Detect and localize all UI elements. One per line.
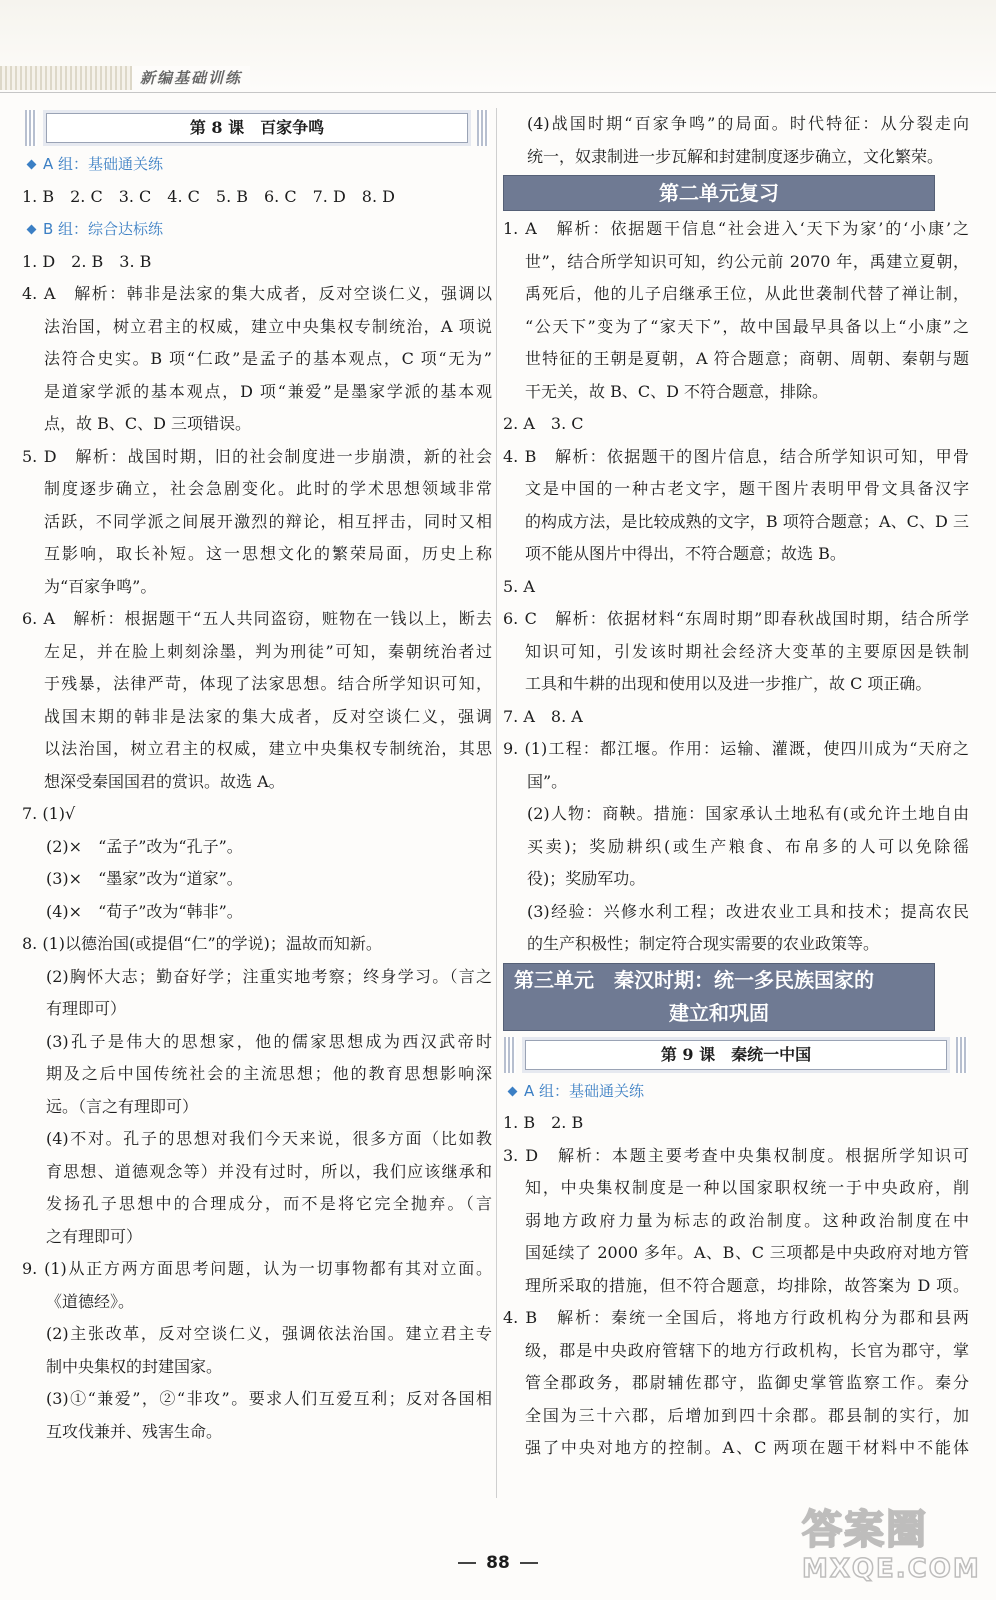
answer-q4 bbox=[22, 278, 492, 441]
group-a-label: A 组：基础通关练 bbox=[22, 148, 492, 181]
site-watermark bbox=[796, 1498, 981, 1594]
answer-line: 以法治国，树立君主的权威，建立中央集权专制统治，其思 bbox=[44, 739, 492, 758]
answer-line: 4. B 解析：依据题干的图片信息，结合所学知识可知，甲骨 bbox=[503, 446, 969, 466]
answer-line: “公天下”变为了“家天下”，故中国最早具备以上“小康”之 bbox=[525, 316, 969, 336]
answer-line: 1. B 2. B bbox=[503, 1113, 584, 1132]
answer-line: 7. (1)√ bbox=[22, 804, 76, 823]
answer-u2-q6 bbox=[503, 603, 969, 701]
running-header bbox=[0, 62, 996, 98]
answer-line: 役)；奖励军功。 bbox=[527, 869, 646, 888]
dash-right bbox=[520, 1562, 538, 1564]
answer-q5 bbox=[22, 441, 492, 604]
watermark-logo-text: 答案圈 bbox=[802, 1507, 928, 1553]
column-divider bbox=[496, 108, 497, 1498]
answer-line: 统一，奴隶制进一步瓦解和封建制度逐步确立，文化繁荣。 bbox=[527, 146, 944, 166]
answer-line: 国延续了 2000 多年。A、B、C 三项都是中央政府对地方管 bbox=[525, 1243, 969, 1262]
answer-line: 7. A 8. A bbox=[503, 706, 583, 726]
answer-line: 级，郡是中央政府管辖下的地方行政机构，长官为郡守，掌 bbox=[525, 1340, 969, 1360]
answer-q8 bbox=[22, 928, 492, 1253]
unit-3-heading bbox=[503, 963, 935, 1031]
answer-line: 5. D 解析：战国时期，旧的社会制度进一步崩溃，新的社会 bbox=[22, 446, 492, 466]
answer-u2-q1 bbox=[503, 213, 969, 408]
answer-line: 理所采取的措施，但不符合题意，均排除，故答案为 D 项。 bbox=[525, 1275, 969, 1295]
answer-line: 法治国，树立君主的权威，建立中央集权专制统治，A 项说 bbox=[44, 316, 492, 336]
answer-line: 法符合史实。B 项“仁政”是孟子的基本观点，C 项“无为” bbox=[44, 349, 492, 368]
answer-line: 9. (1)工程：都江堰。作用：运输、灌溉，使四川成为“天府之 bbox=[503, 739, 969, 758]
answer-line: (4)不对。孔子的思想对我们今天来说，很多方面（比如教 bbox=[46, 1129, 492, 1148]
answer-l9-q4 bbox=[503, 1302, 969, 1465]
answer-line: 6. A 解析：根据题干“五人共同盗窃，赃物在一钱以上，断去 bbox=[22, 609, 492, 628]
answer-q9 bbox=[22, 1253, 492, 1448]
answer-line: 是道家学派的基本观点，D 项“兼爱”是墨家学派的基本观 bbox=[44, 381, 492, 401]
unit-2-review-heading: 第二单元复习 bbox=[503, 175, 935, 211]
answer-line: 1. A 解析：依据题干信息“社会进入‘天下为家’的‘小康’之 bbox=[503, 219, 969, 238]
answer-line: (2)人物：商鞅。措施：国家承认土地私有(或允许土地自由 bbox=[527, 804, 969, 823]
dash-left bbox=[458, 1562, 476, 1564]
answer-u2-q9 bbox=[503, 733, 969, 961]
answer-line: 1. D 2. B 3. B bbox=[22, 251, 152, 271]
diamond-icon bbox=[27, 160, 37, 170]
answer-line: 发扬孔子思想中的合理成分，而不是将它完全抛弃。（言 bbox=[46, 1194, 492, 1213]
lesson-title: 第 8 课 百家争鸣 bbox=[46, 113, 468, 143]
answer-line: 期及之后中国传统社会的主流思想；他的教育思想影响深 bbox=[46, 1064, 492, 1083]
answer-line: (3)孔子是伟大的思想家，他的儒家思想成为西汉武帝时 bbox=[46, 1031, 492, 1051]
answer-line: 干无关，故 B、C、D 不符合题意，排除。 bbox=[525, 381, 829, 401]
answer-line: 之有理即可） bbox=[46, 1226, 143, 1246]
answer-line: 想深受秦国国君的赏识。故选 A。 bbox=[44, 771, 285, 791]
answer-line: 战国末期的韩非是法家的集大成者，反对空谈仁义，强调 bbox=[44, 706, 492, 726]
answer-line: 有理即可） bbox=[46, 999, 127, 1018]
answer-line: 9. (1)从正方两方面思考问题，认为一切事物都有其对立面。 bbox=[22, 1259, 492, 1278]
answer-line: 制中央集权的封建国家。 bbox=[46, 1356, 223, 1376]
answer-line: 禹死后，他的儿子启继承王位，从此世袭制代替了禅让制， bbox=[525, 284, 969, 303]
answer-line: 于残暴，法律严苛，体现了法家思想。结合所学知识可知， bbox=[44, 674, 492, 693]
diamond-icon bbox=[508, 1086, 518, 1096]
page-number: 88 bbox=[420, 1550, 576, 1576]
answer-line: 买卖)；奖励耕织(或生产粮食、布帛多的人可以免除徭 bbox=[527, 836, 969, 856]
answer-line: 5. A bbox=[503, 576, 535, 596]
answer-line: 知，中央集权制度是一种以国家职权统一于中央政府，削 bbox=[525, 1178, 969, 1197]
answer-line: 弱地方政府力量为标志的政治制度。这种政治制度在中 bbox=[525, 1210, 969, 1230]
answer-line: 活跃，不同学派之间展开激烈的辩论，相互抨击，同时又相 bbox=[44, 511, 492, 531]
answer-l9-q3 bbox=[503, 1140, 969, 1303]
answer-line: (2)× “孟子”改为“孔子”。 bbox=[46, 836, 243, 856]
answer-line: 世”，结合所学知识可知，约公元前 2070 年，禹建立夏朝， bbox=[525, 251, 969, 271]
answer-line: 的生产积极性；制定符合现实需要的农业政策等。 bbox=[527, 934, 880, 953]
answer-line: 2. A 3. C bbox=[503, 414, 584, 433]
answer-line: 互影响，取长补短。这一思想文化的繁荣局面，历史上称 bbox=[44, 544, 492, 563]
answer-line: (3)经验：兴修水利工程；改进农业工具和技术；提高农民 bbox=[527, 901, 969, 921]
answer-u2-q4 bbox=[503, 441, 969, 571]
answer-line: 远。（言之有理即可） bbox=[46, 1096, 199, 1116]
answer-line: 知识可知，引发该时期社会经济大变革的主要原因是铁制 bbox=[525, 641, 969, 661]
answer-line: 项不能从图片中得出，不符合题意；故选 B。 bbox=[525, 544, 846, 563]
answer-line: 文是中国的一种古老文字，题干图片表明甲骨文具备汉字 bbox=[525, 479, 969, 498]
lesson-title: 第 9 课 秦统一中国 bbox=[525, 1040, 947, 1070]
answer-line: (2)主张改革，反对空谈仁义，强调依法治国。建立君主专 bbox=[46, 1324, 492, 1343]
answer-q7 bbox=[22, 798, 492, 928]
answer-line: 6. C 解析：依据材料“东周时期”即春秋战国时期，结合所学 bbox=[503, 609, 969, 628]
answer-line: 互攻伐兼并、残害生命。 bbox=[46, 1421, 223, 1441]
answer-line: (4)战国时期“百家争鸣”的局面。时代特征：从分裂走向 bbox=[527, 114, 969, 133]
answer-line: (3)①“兼爱”，②“非攻”。要求人们互爱互利；反对各国相 bbox=[46, 1389, 492, 1408]
header-rule bbox=[0, 92, 996, 93]
answer-line: 管全郡政务，郡尉辅佐郡守，监御史掌管监察工作。秦分 bbox=[525, 1373, 969, 1392]
answer-line: 点，故 B、C、D 三项错误。 bbox=[44, 414, 252, 433]
answer-line: 1. B 2. C 3. C 4. C 5. B 6. C 7. D 8. D bbox=[22, 186, 395, 206]
answer-line: (4)× “荀子”改为“韩非”。 bbox=[46, 901, 243, 921]
answer-line: 制度逐步确立，社会急剧变化。此时的学术思想领域非常 bbox=[44, 479, 492, 498]
answer-line: 的构成方法，是比较成熟的文字，B 项符合题意；A、C、D 三 bbox=[525, 511, 969, 531]
answer-line: 世特征的王朝是夏朝，A 符合题意；商朝、周朝、秦朝与题 bbox=[525, 349, 969, 368]
answer-line: 8. (1)以德治国(或提倡“仁”的学说)；温故而知新。 bbox=[22, 934, 382, 953]
lesson-9-heading bbox=[503, 1035, 969, 1075]
right-column bbox=[503, 108, 969, 1465]
answer-line: 3. D 解析：本题主要考查中央集权制度。根据所学知识可 bbox=[503, 1145, 969, 1165]
answer-line: 强了中央对地方的控制。A、C 两项在题干材料中不能体 bbox=[525, 1438, 969, 1457]
answer-line: 4. A 解析：韩非是法家的集大成者，反对空谈仁义，强调以 bbox=[22, 284, 492, 303]
answer-line: 4. B 解析：秦统一全国后，将地方行政机构分为郡和县两 bbox=[503, 1308, 969, 1327]
answer-line: 全国为三十六郡，后增加到四十余郡。郡县制的实行，加 bbox=[525, 1405, 969, 1425]
answer-line: 国”。 bbox=[527, 771, 568, 791]
answer-line: 育思想、道德观念等）并没有过时，所以，我们应该继承和 bbox=[46, 1161, 492, 1181]
left-column bbox=[22, 108, 492, 1448]
answer-line: (3)× “墨家”改为“道家”。 bbox=[46, 869, 243, 888]
answer-line: 左足，并在脸上刺刻涂墨，判为刑徒”可知，秦朝统治者过 bbox=[44, 641, 492, 661]
watermark-url: MXQE.COM bbox=[802, 1554, 981, 1584]
unit-3-title-line1: 第三单元 秦汉时期：统一多民族国家的 bbox=[514, 967, 874, 992]
unit-3-title-line2: 建立和巩固 bbox=[669, 1000, 769, 1025]
answer-q6 bbox=[22, 603, 492, 798]
answer-line: 工具和牛耕的出现和使用以及进一步推广，故 C 项正确。 bbox=[525, 674, 932, 693]
answer-line: 《道德经》。 bbox=[46, 1291, 135, 1311]
book-title: 新编基础训练 bbox=[132, 66, 250, 90]
answer-line: (2)胸怀大志；勤奋好学；注重实地考察；终身学习。（言之 bbox=[46, 966, 492, 986]
diamond-icon bbox=[27, 225, 37, 235]
group-b-label: B 组：综合达标练 bbox=[22, 213, 492, 246]
group-a-label: A 组：基础通关练 bbox=[503, 1075, 969, 1108]
lesson-8-heading bbox=[22, 108, 492, 148]
answer-line: 为“百家争鸣”。 bbox=[44, 576, 157, 596]
